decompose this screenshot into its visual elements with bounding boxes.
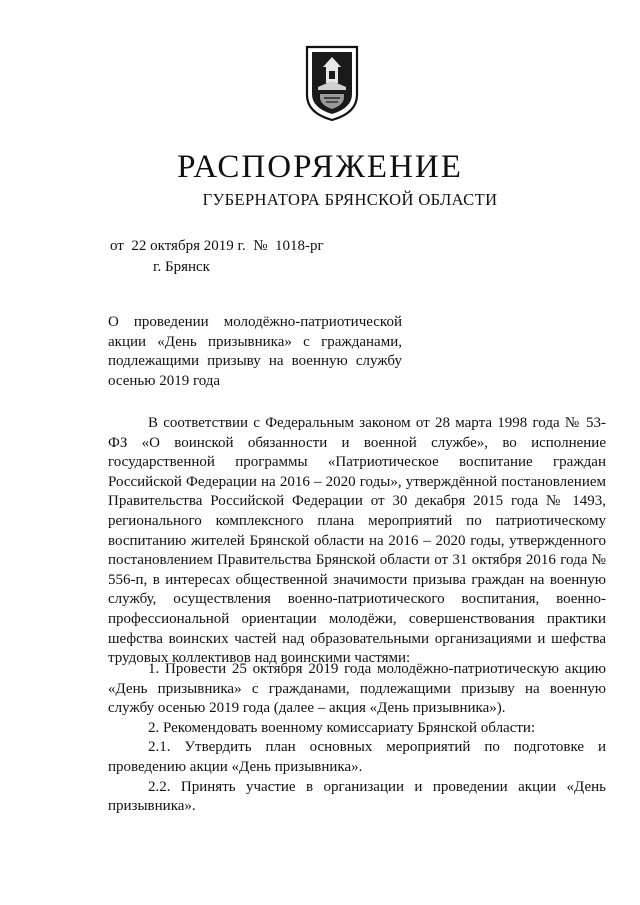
preamble-section [108, 414, 606, 669]
points-section [108, 660, 606, 817]
place-of-issue: г. Брянск [153, 259, 210, 275]
point-1: 1. Провести 25 октября 2019 года молодёжно-патриотическую акцию «День призывника» с гражданами, подлежащими призыву на военную службу осенью 2019 года (далее – акция «День призывника»). [108, 661, 606, 717]
preamble-paragraph: В соответствии с Федеральным законом от 28 марта 1998 года № 53-ФЗ «О воинской обязанности и военной службе», во исполнение государственной программы «Патриотическое воспитание граждан Российской Федерации на 2016 – 2020 годы», утверждённой постановлением Правительства Российской Федерации от 30 декабря 2015 года № 1493, регионального комплексного плана мероприятий по патриотическому воспитанию жителей Брянской области на 2016 – 2020 годы, утвержденного постановлением Правительства Брянской области от 31 октября 2016 года № 556-п, в интересах общественной значимости призыва граждан на военную службу, осуществления военно-патриотического воспитания, военно-профессиональной ориентации молодёжи, совершенствования практики шефства воинских частей над образовательными организациями и шефства трудовых коллективов над воинскими частями: [108, 415, 606, 667]
coat-of-arms-icon [303, 43, 361, 123]
document-title: РАСПОРЯЖЕНИЕ [177, 149, 463, 185]
document-subtitle: ГУБЕРНАТОРА БРЯНСКОЙ ОБЛАСТИ [202, 190, 498, 209]
date-and-number: от 22 октября 2019 г. № 1018-рг [110, 238, 324, 254]
point-2: 2. Рекомендовать военному комиссариату Брянской области: [148, 719, 536, 736]
point-2-1: 2.1. Утвердить план основных мероприятий по подготовке и проведению акции «День призывника». [108, 739, 606, 775]
document-subject: О проведении молодёжно-патриотической акции «День призывника» с гражданами, подлежащими призыву на военную службу осенью 2019 года [108, 314, 402, 389]
point-2-2: 2.2. Принять участие в организации и проведении акции «День призывника». [108, 778, 606, 815]
